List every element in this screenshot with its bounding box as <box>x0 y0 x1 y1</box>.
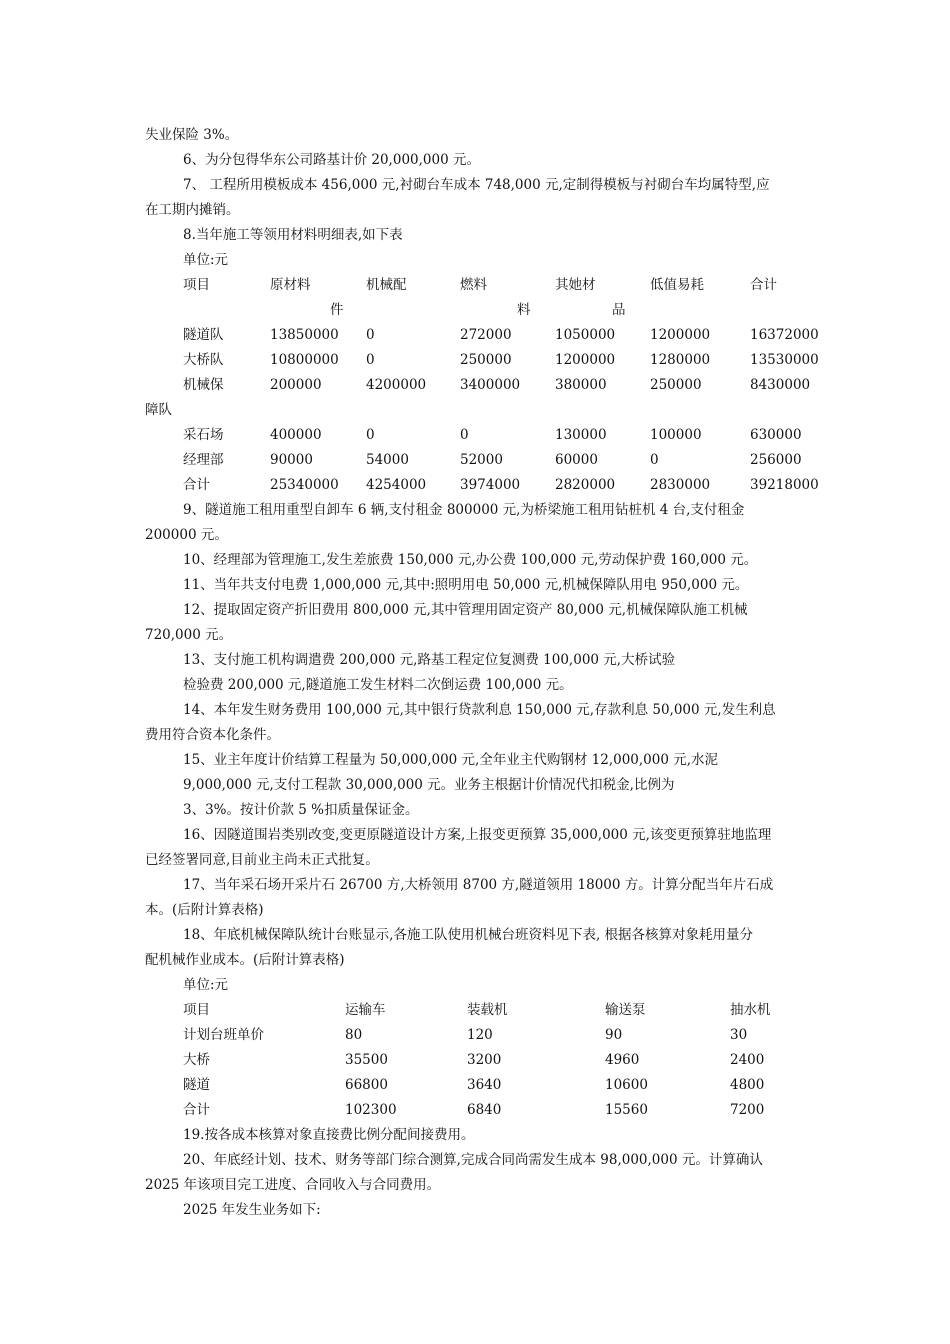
paragraph-text: 2025 年该项目完工进度、合同收入与合同费用。 <box>145 1177 441 1193</box>
table-cell: 102300 <box>345 1102 397 1118</box>
table-cell: 7200 <box>730 1102 765 1118</box>
table-cell: 66800 <box>345 1077 388 1093</box>
table-cell: 30 <box>730 1027 748 1043</box>
table-cell: 4200000 <box>366 377 427 393</box>
table-cell: 15560 <box>605 1102 648 1118</box>
table-cell: 4800 <box>730 1077 765 1093</box>
table-cell: 10800000 <box>270 352 339 368</box>
paragraph-text: 3、3%。按计价款 5 %扣质量保证金。 <box>183 802 419 818</box>
table-cell: 隧道 <box>183 1077 210 1093</box>
table-cell: 隧道队 <box>183 327 224 343</box>
table-cell: 采石场 <box>183 427 224 443</box>
table-cell: 380000 <box>555 377 607 393</box>
table-cell: 52000 <box>460 452 503 468</box>
table-cell: 400000 <box>270 427 322 443</box>
table-cell: 6840 <box>467 1102 502 1118</box>
paragraph-text: 720,000 元。 <box>145 627 233 643</box>
table-header-wrap: 品 <box>612 302 626 318</box>
table-cell: 大桥队 <box>183 352 224 368</box>
table-cell: 90000 <box>270 452 313 468</box>
paragraph-text: 6、为分包得华东公司路基计价 20,000,000 元。 <box>183 152 480 168</box>
paragraph-text: 10、经理部为管理施工,发生差旅费 150,000 元,办公费 100,000 元,劳动保护费 160,000 元。 <box>183 552 758 568</box>
table-header-cell: 运输车 <box>345 1002 386 1018</box>
unit-label: 单位:元 <box>183 252 229 268</box>
table-cell: 0 <box>650 452 659 468</box>
table-cell: 3200 <box>467 1052 502 1068</box>
table-header-cell: 机械配 <box>366 277 407 293</box>
table-cell-wrap: 障队 <box>145 402 172 418</box>
table-cell: 4960 <box>605 1052 640 1068</box>
table-cell: 经理部 <box>183 452 224 468</box>
table-cell: 1200000 <box>650 327 711 343</box>
paragraph-text: 11、当年共支付电费 1,000,000 元,其中:照明用电 50,000 元,机械保障队用电 950,000 元。 <box>183 577 749 593</box>
table-cell: 10600 <box>605 1077 648 1093</box>
table-header-cell: 其她材 <box>555 277 596 293</box>
table-cell: 130000 <box>555 427 607 443</box>
paragraph-text: 12、提取固定资产折旧费用 800,000 元,其中管理用固定资产 80,000 元,机械保障队施工机械 <box>183 602 748 618</box>
table-cell: 39218000 <box>750 477 819 493</box>
paragraph-text: 18、年底机械保障队统计台账显示,各施工队使用机械台班资料见下表, 根据各核算对象耗用量分 <box>183 927 754 943</box>
table-cell: 2400 <box>730 1052 765 1068</box>
paragraph-text: 9、隧道施工租用重型自卸车 6 辆,支付租金 800000 元,为桥梁施工租用钻桩机 4 台,支付租金 <box>183 502 745 518</box>
table-cell: 200000 <box>270 377 322 393</box>
table-cell: 16372000 <box>750 327 819 343</box>
table-header-cell: 输送泵 <box>605 1002 646 1018</box>
paragraph-text: 费用符合资本化条件。 <box>145 727 280 743</box>
paragraph-text: 检验费 200,000 元,隧道施工发生材料二次倒运费 100,000 元。 <box>183 677 573 693</box>
paragraph-text: 15、业主年度计价结算工程量为 50,000,000 元,全年业主代购钢材 12,000,000 元,水泥 <box>183 752 719 768</box>
table-header-cell: 燃料 <box>460 277 487 293</box>
paragraph-text: 13、支付施工机构调遣费 200,000 元,路基工程定位复测费 100,000 元,大桥试验 <box>183 652 676 668</box>
paragraph-text: 本。(后附计算表格) <box>145 902 264 918</box>
table-cell: 0 <box>366 427 375 443</box>
table-cell: 13530000 <box>750 352 819 368</box>
table-cell: 1050000 <box>555 327 616 343</box>
paragraph-text: 8.当年施工等领用材料明细表,如下表 <box>183 227 403 243</box>
table-cell: 630000 <box>750 427 802 443</box>
paragraph-text: 配机械作业成本。(后附计算表格) <box>145 952 345 968</box>
paragraph-text: 17、当年采石场开采片石 26700 方,大桥领用 8700 方,隧道领用 18000 方。计算分配当年片石成 <box>183 877 774 893</box>
table-cell: 合计 <box>183 1102 210 1118</box>
paragraph-text: 14、本年发生财务费用 100,000 元,其中银行贷款利息 150,000 元,存款利息 50,000 元,发生利息 <box>183 702 776 718</box>
table-cell: 0 <box>366 327 375 343</box>
table-header-wrap: 件 <box>330 302 344 318</box>
paragraph-text: 7、 工程所用模板成本 456,000 元,衬砌台车成本 748,000 元,定制得模板与衬砌台车均属特型,应 <box>183 177 770 193</box>
table-cell: 54000 <box>366 452 409 468</box>
table-cell: 80 <box>345 1027 363 1043</box>
table-cell: 250000 <box>650 377 702 393</box>
table-cell: 合计 <box>183 477 210 493</box>
table-cell: 0 <box>366 352 375 368</box>
table-cell: 3974000 <box>460 477 521 493</box>
table-header-wrap: 料 <box>517 302 531 318</box>
table-header-cell: 项目 <box>183 1002 210 1018</box>
paragraph-text: 16、因隧道围岩类别改变,变更原隧道设计方案,上报变更预算 35,000,000 元,该变更预算驻地监理 <box>183 827 772 843</box>
table-cell: 250000 <box>460 352 512 368</box>
table-cell: 2830000 <box>650 477 711 493</box>
table-cell: 3640 <box>467 1077 502 1093</box>
table-cell: 1280000 <box>650 352 711 368</box>
table-header-cell: 低值易耗 <box>650 277 704 293</box>
table-cell: 3400000 <box>460 377 521 393</box>
table-cell: 60000 <box>555 452 598 468</box>
table-cell: 272000 <box>460 327 512 343</box>
paragraph-text: 失业保险 3%。 <box>145 127 239 143</box>
table-cell: 2820000 <box>555 477 616 493</box>
table-cell: 90 <box>605 1027 623 1043</box>
table-cell: 8430000 <box>750 377 811 393</box>
paragraph-text: 在工期内摊销。 <box>145 202 240 218</box>
table-cell: 1200000 <box>555 352 616 368</box>
table-header-cell: 合计 <box>750 277 777 293</box>
paragraph-text: 20、年底经计划、技术、财务等部门综合测算,完成合同尚需发生成本 98,000,000 元。计算确认 <box>183 1152 763 1168</box>
table-cell: 0 <box>460 427 469 443</box>
table-header-cell: 项目 <box>183 277 210 293</box>
table-cell: 120 <box>467 1027 493 1043</box>
paragraph-text: 9,000,000 元,支付工程款 30,000,000 元。业务主根据计价情况代扣税金,比例为 <box>183 777 675 793</box>
paragraph-text: 已经签署同意,目前业主尚未正式批复。 <box>145 852 379 868</box>
table-cell: 机械保 <box>183 377 224 393</box>
paragraph-text: 19.按各成本核算对象直接费比例分配间接费用。 <box>183 1127 475 1143</box>
table-cell: 大桥 <box>183 1052 210 1068</box>
table-header-cell: 原材料 <box>270 277 311 293</box>
unit-label: 单位:元 <box>183 977 229 993</box>
table-cell: 35500 <box>345 1052 388 1068</box>
table-cell: 25340000 <box>270 477 339 493</box>
table-cell: 256000 <box>750 452 802 468</box>
table-cell: 100000 <box>650 427 702 443</box>
paragraph-text: 200000 元。 <box>145 527 228 543</box>
table-cell: 13850000 <box>270 327 339 343</box>
table-header-cell: 装载机 <box>467 1002 508 1018</box>
table-cell: 4254000 <box>366 477 427 493</box>
table-header-cell: 抽水机 <box>730 1002 771 1018</box>
table-cell: 计划台班单价 <box>183 1027 264 1043</box>
paragraph-text: 2025 年发生业务如下: <box>183 1202 321 1218</box>
